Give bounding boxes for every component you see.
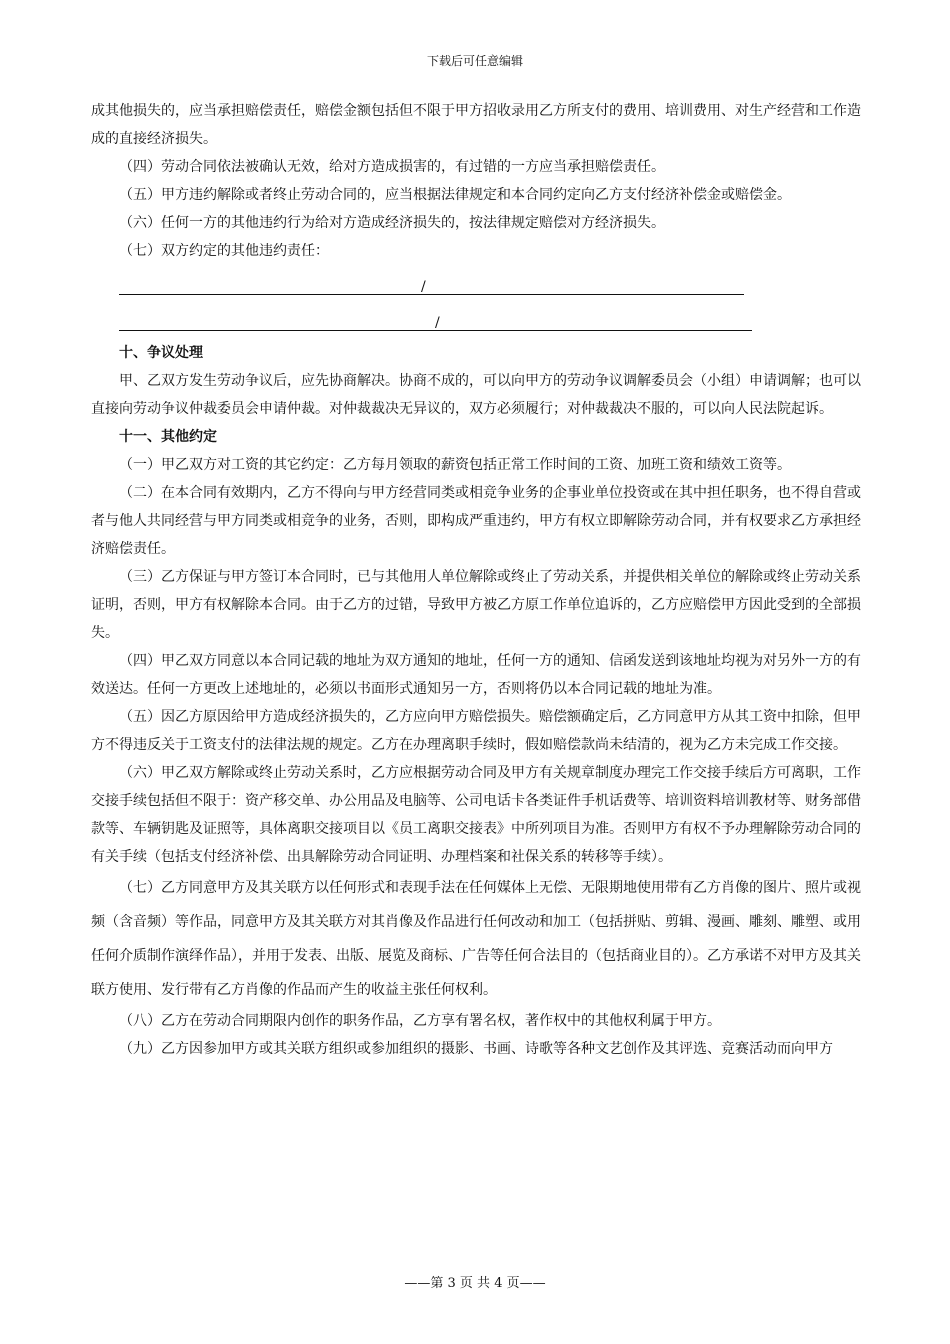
- document-body: [91, 97, 861, 1063]
- clause: （二）在本合同有效期内，乙方不得向与甲方经营同类或相竞争业务的企事业单位投资或在其中担任职务，也不得自营或者与他人共同经营与甲方同类或相竞争的业务，否则，即构成严重违约，甲方有权立即解除劳动合同，并有权要求乙方承担经济赔偿责任。: [91, 485, 861, 557]
- section-heading: 十、争议处理: [119, 345, 203, 361]
- page-footer: ——第 3 页 共 4 页——: [404, 1276, 546, 1291]
- fill-in-blank-line: [119, 265, 861, 299]
- paragraph: （六）任何一方的其他违约行为给对方造成经济损失的，按法律规定赔偿对方经济损失。: [119, 215, 665, 231]
- paragraph: （四）劳动合同依法被确认无效，给对方造成损害的，有过错的一方应当承担赔偿责任。: [119, 159, 665, 175]
- clause: （一）甲乙双方对工资的其它约定：乙方每月领取的薪资包括正常工作时间的工资、加班工资和绩效工资等。: [119, 457, 791, 473]
- clause: （四）甲乙双方同意以本合同记载的地址为双方通知的地址，任何一方的通知、信函发送到该地址均视为对另外一方的有效送达。任何一方更改上述地址的，必须以书面形式通知另一方，否则将仍以本合同记载的地址为准。: [91, 653, 861, 697]
- clause: （六）甲乙双方解除或终止劳动关系时，乙方应根据劳动合同及甲方有关规章制度办理完工作交接手续后方可离职，工作交接手续包括但不限于：资产移交单、办公用品及电脑等、公司电话卡各类证件手机话费等、培训资料培训教材等、财务部借款等、车辆钥匙及证照等，具体离职交接项目以《员工离职交接表》中所列项目为准。否则甲方有权不予办理解除劳动合同的有关手续（包括支付经济补偿、出具解除劳动合同证明、办理档案和社保关系的转移等手续）。: [91, 765, 861, 865]
- clause: （九）乙方因参加甲方或其关联方组织或参加组织的摄影、书画、诗歌等各种文艺创作及其评选、竞赛活动而向甲方: [119, 1041, 833, 1057]
- paragraph: 甲、乙双方发生劳动争议后，应先协商解决。协商不成的，可以向甲方的劳动争议调解委员会（小组）申请调解；也可以直接向劳动争议仲裁委员会申请仲裁。对仲裁裁决无异议的，双方必须履行；对仲裁裁决不服的，可以向人民法院起诉。: [91, 373, 861, 417]
- paragraph: 成其他损失的，应当承担赔偿责任，赔偿金额包括但不限于甲方招收录用乙方所支付的费用、培训费用、对生产经营和工作造成的直接经济损失。: [91, 103, 861, 147]
- clause: （五）因乙方原因给甲方造成经济损失的，乙方应向甲方赔偿损失。赔偿额确定后，乙方同意甲方从其工资中扣除，但甲方不得违反关于工资支付的法律法规的规定。乙方在办理离职手续时，假如赔偿款尚未结清的，视为乙方未完成工作交接。: [91, 709, 861, 753]
- clause: （八）乙方在劳动合同期限内创作的职务作品，乙方享有署名权，著作权中的其他权利属于甲方。: [119, 1013, 721, 1029]
- clause: （七）乙方同意甲方及其关联方以任何形式和表现手法在任何媒体上无偿、无限期地使用带有乙方肖像的图片、照片或视频（含音频）等作品，同意甲方及其关联方对其肖像及作品进行任何改动和加工（包括拼贴、剪辑、漫画、雕刻、雕塑、或用任何介质制作演绎作品），并用于发表、出版、展览及商标、广告等任何合法目的（包括商业目的）。乙方承诺不对甲方及其关联方使用、发行带有乙方肖像的作品而产生的收益主张任何权利。: [91, 880, 861, 998]
- paragraph: （七）双方约定的其他违约责任：: [119, 243, 329, 259]
- fill-in-blank-line: [119, 299, 861, 335]
- section-heading: 十一、其他约定: [119, 429, 217, 445]
- page-header: 下载后可任意编辑: [426, 54, 523, 68]
- underline: [119, 294, 744, 295]
- clause: （三）乙方保证与甲方签订本合同时，已与其他用人单位解除或终止了劳动关系，并提供相关单位的解除或终止劳动关系证明，否则，甲方有权解除本合同。由于乙方的过错，导致甲方被乙方原工作单位追诉的，乙方应赔偿甲方因此受到的全部损失。: [91, 569, 861, 641]
- blank-slash: /: [435, 315, 440, 331]
- paragraph: （五）甲方违约解除或者终止劳动合同的，应当根据法律规定和本合同约定向乙方支付经济补偿金或赔偿金。: [119, 187, 791, 203]
- blank-slash: /: [421, 279, 426, 295]
